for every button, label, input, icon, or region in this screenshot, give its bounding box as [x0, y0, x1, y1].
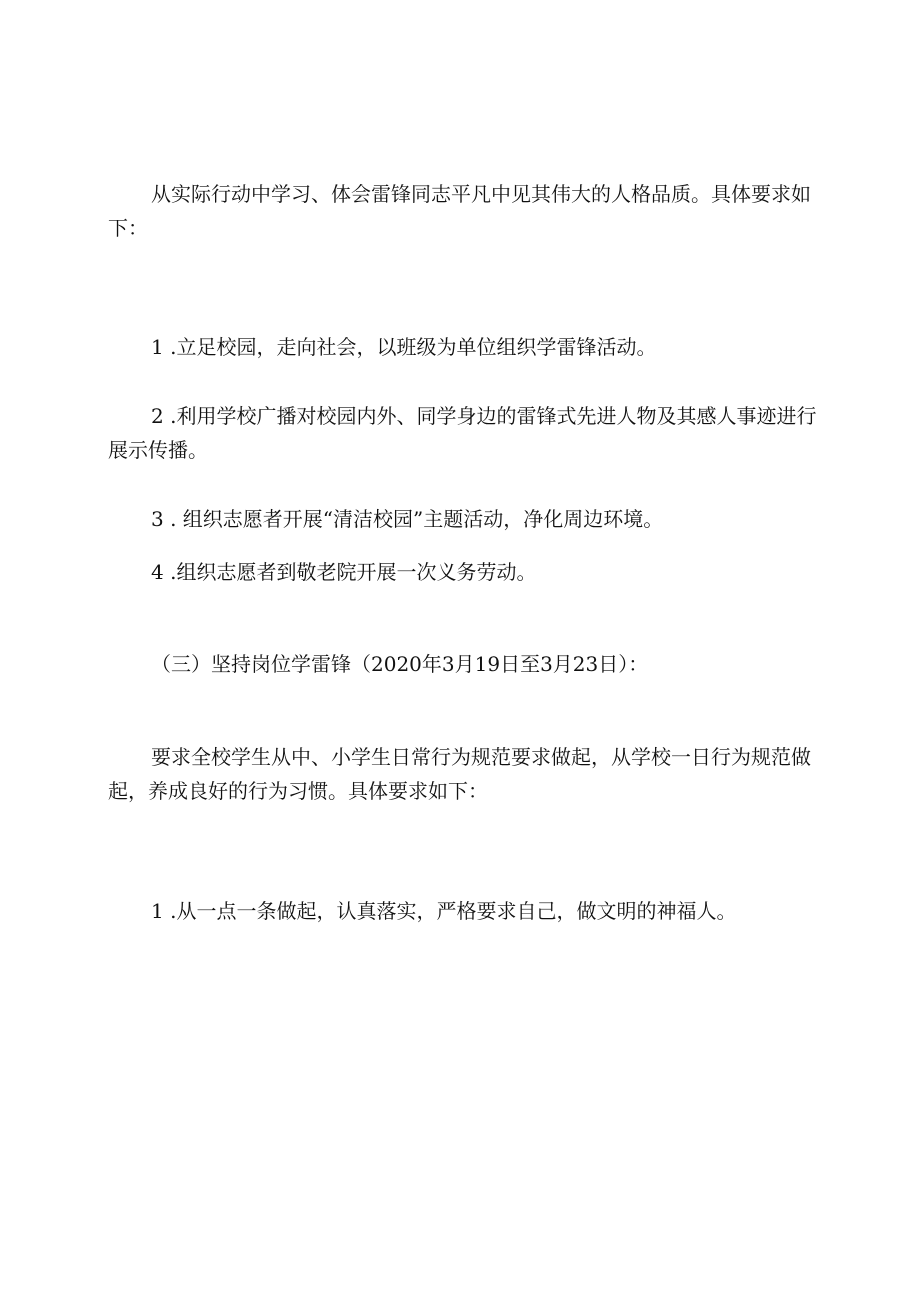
paragraph-intro: 从实际行动中学习、体会雷锋同志平凡中见其伟大的人格品质。具体要求如下： [108, 182, 811, 240]
list-item-2: 2 .利用学校广播对校园内外、同学身边的雷锋式先进人物及其感人事迹进行展示传播。 [108, 404, 817, 462]
list-item-5: 1 .从一点一条做起，认真落实，严格要求自己，做文明的神福人。 [151, 899, 737, 923]
list-item-3: 3 . 组织志愿者开展“清洁校园”主题活动，净化周边环境。 [151, 507, 664, 531]
paragraph-requirements: 要求全校学生从中、小学生日常行为规范要求做起，从学校一日行为规范做起，养成良好的行为习惯。具体要求如下： [108, 745, 811, 803]
list-item-1: 1 .立足校园，走向社会，以班级为单位组织学雷锋活动。 [151, 335, 657, 359]
section-heading: （三）坚持岗位学雷锋（2020年3月19日至3月23日）： [151, 652, 649, 676]
list-item-4: 4 .组织志愿者到敬老院开展一次义务劳动。 [151, 560, 537, 584]
